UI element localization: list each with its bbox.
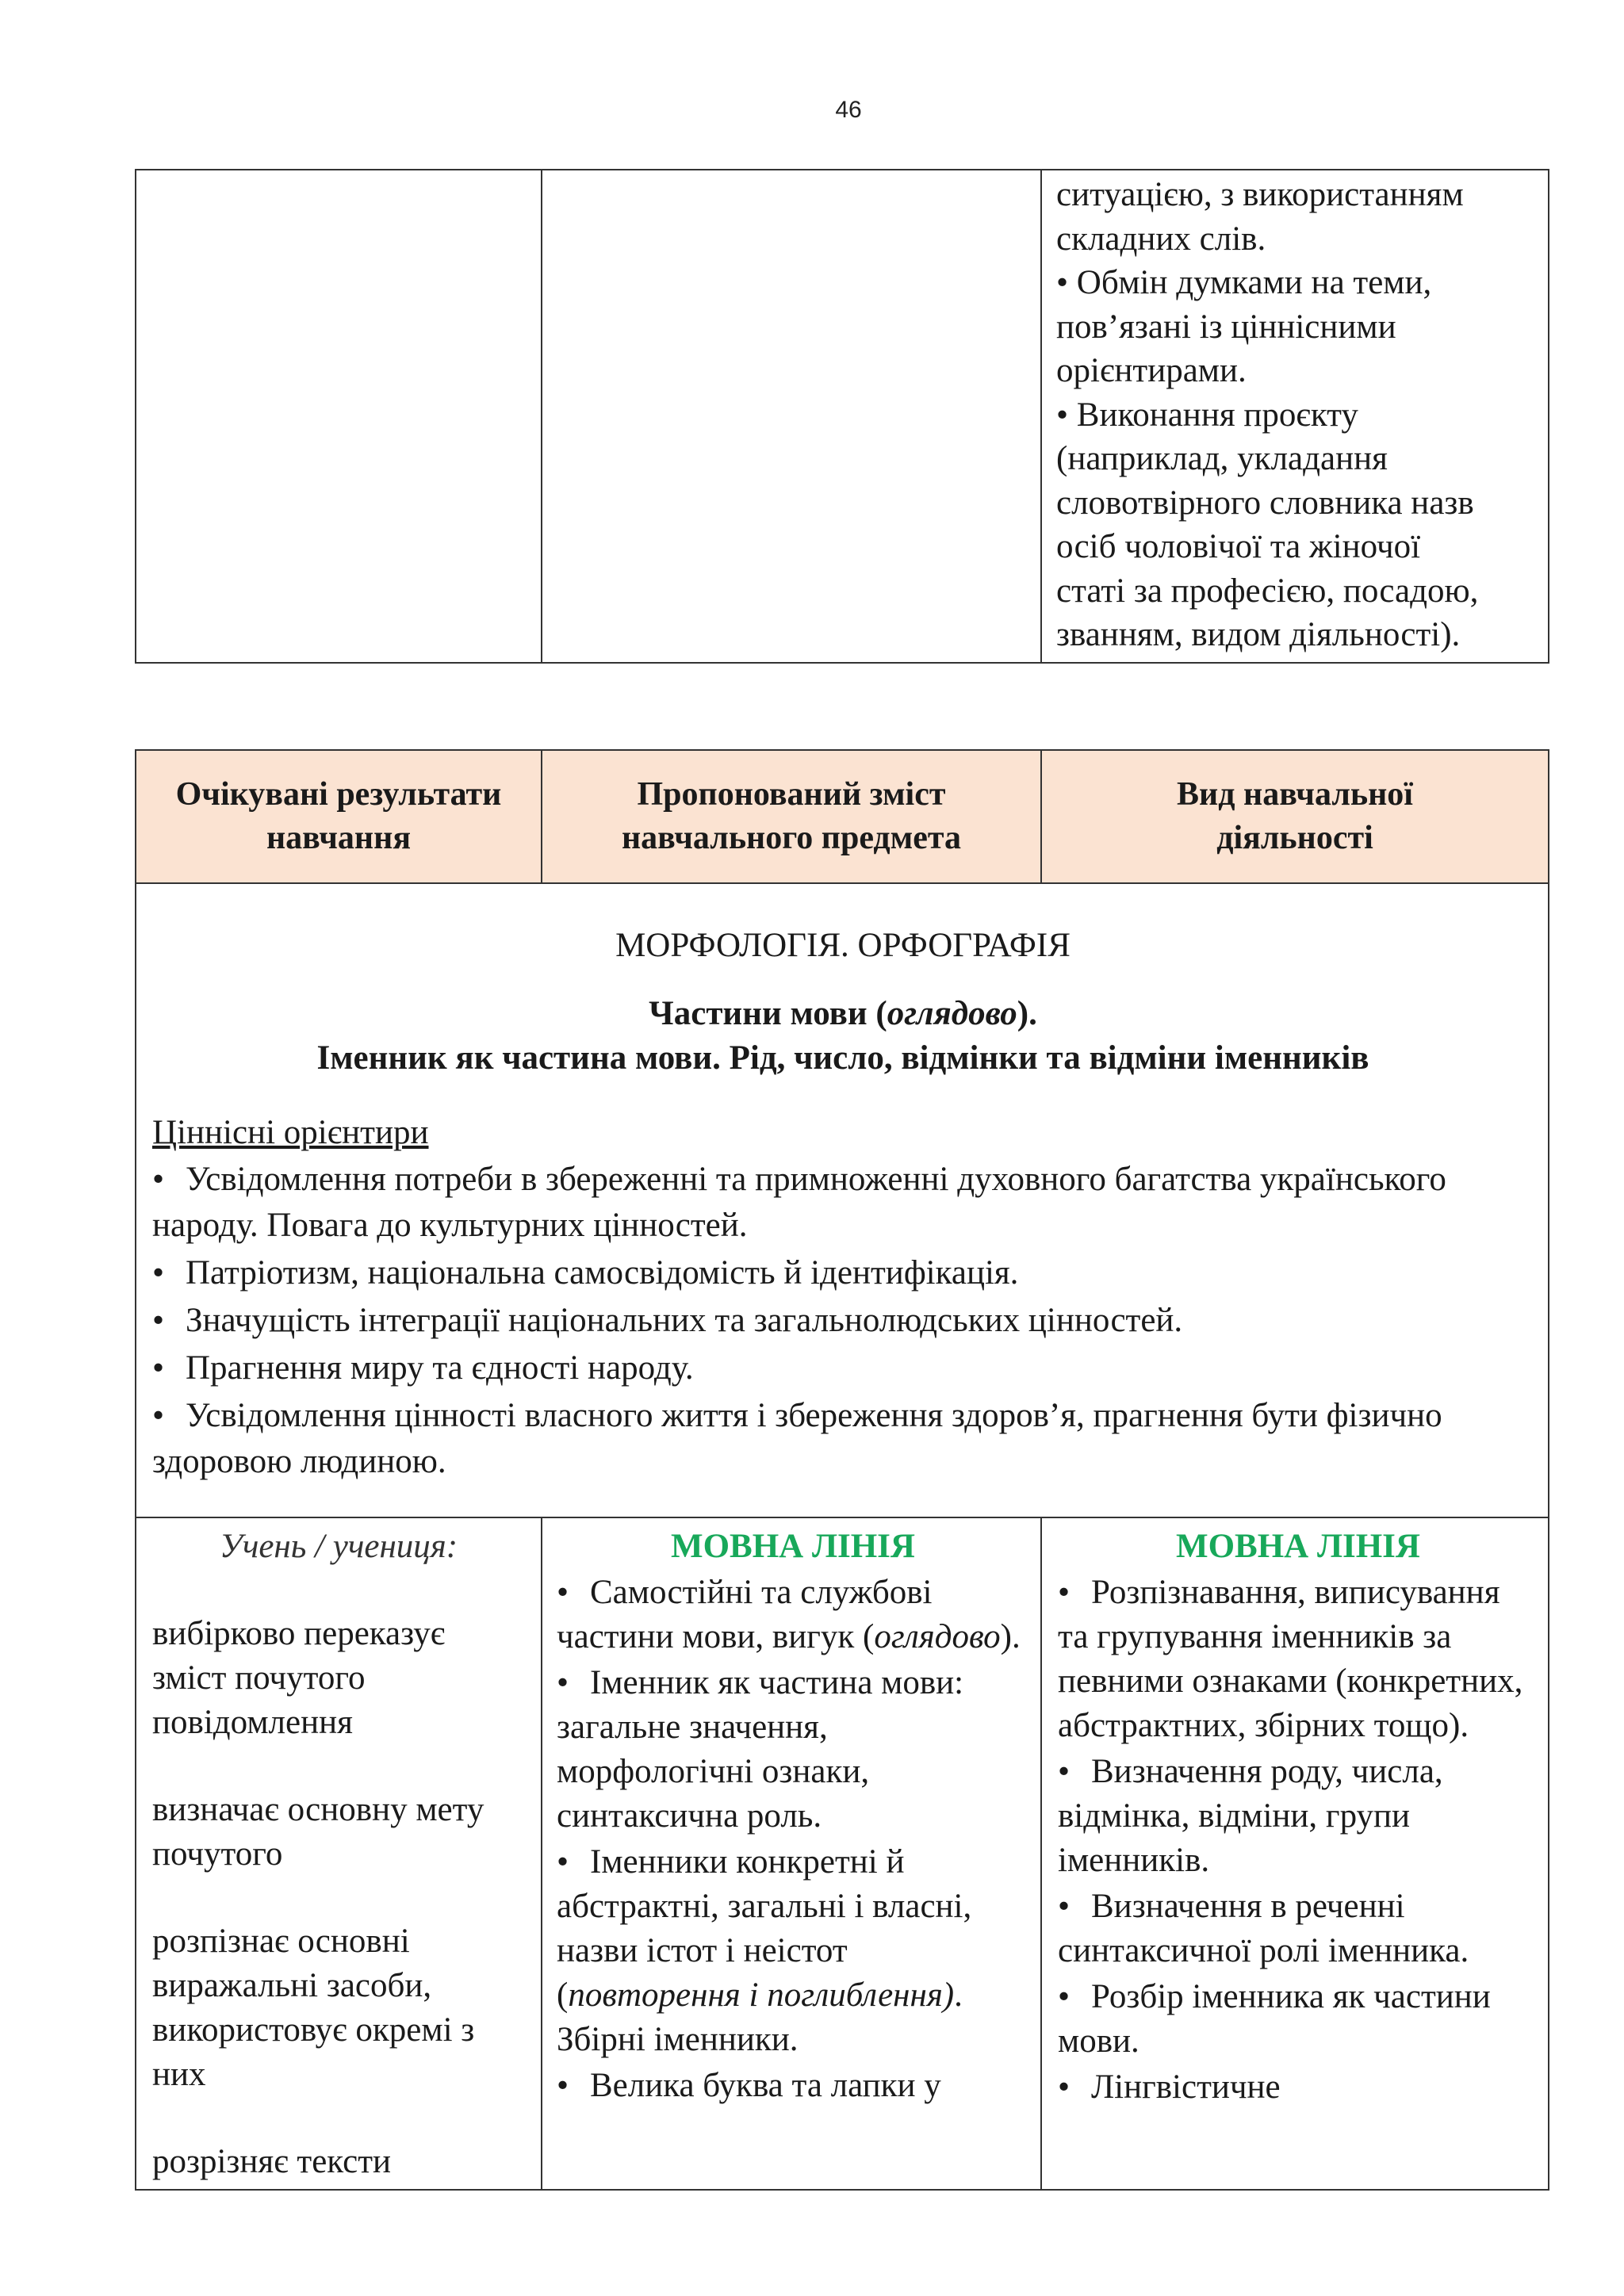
header-expected-results: Очікувані результати навчання: [136, 750, 542, 883]
list-item: • Розбір іменника як частини мови.: [1058, 1978, 1491, 2060]
text-line: • Виконання проєкту: [1056, 396, 1358, 434]
text-line: • Обмін думками на теми,: [1056, 264, 1432, 301]
continuation-col-2: [542, 170, 1041, 663]
header-activity-type: Вид навчальної діяльності: [1041, 750, 1549, 883]
topic-row: [136, 883, 1549, 1517]
outcome-item: розпізнає основні виражальні засоби, використовує окремі з них: [152, 1923, 475, 2093]
outcome-item: вибірково переказує зміст почутого повідомлення: [152, 1615, 446, 1741]
text-line: складних слів.: [1056, 220, 1266, 258]
text-line: званням, видом діяльності).: [1056, 616, 1461, 653]
continuation-col-3: [1041, 170, 1549, 663]
outcome-item: визначає основну мету почутого: [152, 1791, 485, 1873]
list-item: • Усвідомлення потреби в збереженні та примноженні духовного багатства українського народу. Повага до культурних цінностей.: [152, 1161, 1446, 1244]
text-line: пов’язані із ціннісними: [1056, 308, 1396, 346]
continuation-table: [135, 169, 1549, 664]
header-proposed-content: Пропонований зміст навчального предмета: [542, 750, 1041, 883]
content-row: [136, 1517, 1549, 2190]
text-line: осіб чоловічої та жіночої: [1056, 528, 1421, 565]
list-item: • Значущість інтеграції національних та загальнолюдських цінностей.: [152, 1302, 1183, 1339]
text-line: (наприклад, укладання: [1056, 440, 1388, 477]
values-list: [152, 1157, 1534, 1485]
list-item: • Патріотизм, національна самосвідомість й ідентифікація.: [152, 1254, 1019, 1292]
list-item: • Розпізнавання, виписування та групування іменників за певними ознаками (конкретних, абстрактних, збірних тощо).: [1058, 1574, 1523, 1744]
list-item: • Іменник як частина мови: загальне значення, морфологічні ознаки, синтаксична роль.: [557, 1664, 964, 1835]
section-title: МОРФОЛОГІЯ. ОРФОГРАФІЯ: [615, 927, 1071, 964]
text-line: орієнтирами.: [1056, 352, 1247, 389]
list-item: • Велика буква та лапки у: [557, 2067, 941, 2104]
text-line: словотвірного словника назв: [1056, 484, 1474, 522]
outcomes-cell: [136, 1517, 542, 2190]
topic-title: Частини мови (оглядово). Іменник як частина мови. Рід, число, відмінки та відміни іменників: [316, 995, 1369, 1077]
content-cell: [542, 1517, 1041, 2190]
list-item: • Визначення роду, числа, відмінка, відміни, групи іменників.: [1058, 1753, 1443, 1879]
list-item: • Усвідомлення цінності власного життя і збереження здоров’я, прагнення бути фізично здоровою людиною.: [152, 1397, 1442, 1480]
outcome-item: розрізняє тексти: [152, 2143, 391, 2180]
curriculum-table: [135, 749, 1549, 2191]
list-item: • Самостійні та службові частини мови, вигук (оглядово).: [557, 1574, 1021, 1655]
activities-cell: [1041, 1517, 1549, 2190]
learner-label: Учень / учениця:: [219, 1528, 458, 1565]
language-line-heading: МОВНА ЛІНІЯ: [671, 1528, 915, 1565]
list-item: • Лінгвістичне: [1058, 2068, 1281, 2106]
text-line: статі за професією, посадою,: [1056, 572, 1479, 610]
values-heading: Ціннісні орієнтири: [152, 1114, 429, 1151]
page-number: 46: [835, 97, 862, 123]
continuation-col-1: [136, 170, 542, 663]
list-item: • Прагнення миру та єдності народу.: [152, 1349, 694, 1387]
table-header-row: [136, 750, 1549, 883]
text-line: ситуацією, з використанням: [1056, 176, 1464, 213]
topic-cell: [136, 883, 1549, 1517]
list-item: • Визначення в реченні синтаксичної ролі іменника.: [1058, 1888, 1469, 1969]
language-line-heading: МОВНА ЛІНІЯ: [1176, 1528, 1420, 1565]
list-item: • Іменники конкретні й абстрактні, загальні і власні, назви істот і неістот (повторення і поглиблення). Збірні іменники.: [557, 1843, 972, 2058]
